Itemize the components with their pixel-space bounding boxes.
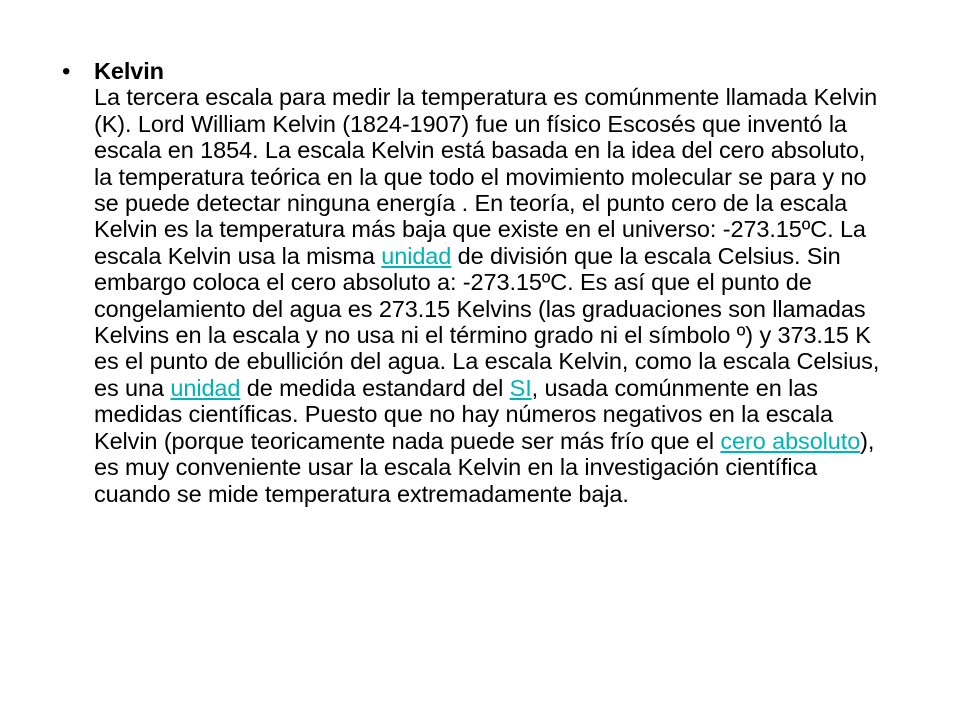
bullet-item (62, 58, 892, 507)
link-cero-absoluto[interactable]: cero absoluto (720, 427, 861, 454)
section-heading: Kelvin (94, 58, 164, 84)
body-text-5: ), es muy conveniente usar la escala Kelvin en la investigación científica cuando se mide temperatura extremadamente baja. (94, 427, 875, 507)
bullet-icon: • (62, 58, 71, 85)
body-text-2: de división que la escala Celsius. Sin embargo coloca el cero absoluto a: -273.15ºC. Es así que el punto de congelamiento del agua es 273.15 Kelvins (las graduaciones son llamadas Kelvins en la escala y no usa ni el término grado ni el símbolo º) y 373.15 K es el punto de ebullición del agua. La escala Kelvin, como la escala Celsius, es una (94, 242, 880, 401)
body-text-4: , usada comúnmente en las medidas científicas. Puesto que no hay números negativos en la escala Kelvin (porque teoricamente nada puede ser más frío que el (94, 374, 834, 454)
bullet-content (94, 58, 886, 507)
body-text-1: La tercera escala para medir la temperatura es comúnmente llamada Kelvin (K). Lord William Kelvin (1824-1907) fue un físico Escosés que inventó la escala en 1854. La escala Kelvin está basada en la idea del cero absoluto, la temperatura teórica en la que todo el movimiento molecular se para y no se puede detectar ninguna energía . En teoría, el punto cero de la escala Kelvin es la temperatura más baja que existe en el universo: -273.15ºC. La escala Kelvin usa la misma (94, 84, 878, 269)
link-unidad-1[interactable]: unidad (381, 242, 452, 269)
body-text-3: de medida estandard del (240, 374, 510, 401)
link-unidad-2[interactable]: unidad (170, 374, 241, 401)
link-si[interactable]: SI (509, 374, 532, 401)
